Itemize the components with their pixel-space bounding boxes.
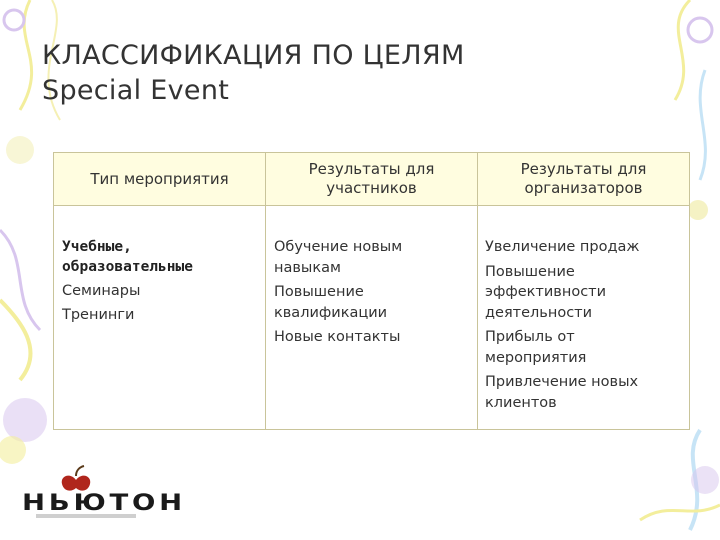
logo-wordmark: НЬЮТОН [22, 491, 186, 516]
slide-title [42, 38, 465, 108]
header-event-type-label: Тип мероприятия [90, 169, 229, 188]
list-item: Семинары [62, 283, 141, 299]
event-type-cell [62, 237, 262, 329]
list-item: Привлечение новых клиентов [485, 374, 639, 411]
title-line-2: Special Event [42, 75, 230, 106]
header-organizer-results-label: Результаты для организаторов [520, 160, 647, 197]
header-participant-results [266, 153, 477, 205]
event-type-bold-line-1: Учебные, [62, 239, 132, 255]
list-item: Повышение квалификации [274, 284, 388, 321]
list-item: Прибыль от мероприятия [485, 329, 587, 366]
list-item: Тренинги [62, 307, 135, 323]
classification-table [53, 152, 690, 430]
participant-results-cell [274, 237, 454, 352]
list-item: Увеличение продаж [485, 239, 640, 255]
list-item: Новые контакты [274, 329, 401, 345]
list-item: Повышение эффективности деятельности [485, 263, 607, 321]
title-line-1: КЛАССИФИКАЦИЯ ПО ЦЕЛЯМ [42, 40, 465, 71]
event-type-bold-line-2: образовательные [62, 259, 193, 275]
header-organizer-results [478, 153, 689, 205]
list-item: Обучение новым навыкам [274, 239, 403, 276]
header-participant-results-label: Результаты для участников [308, 160, 435, 197]
header-event-type [54, 153, 265, 205]
organizer-results-cell [485, 237, 675, 417]
